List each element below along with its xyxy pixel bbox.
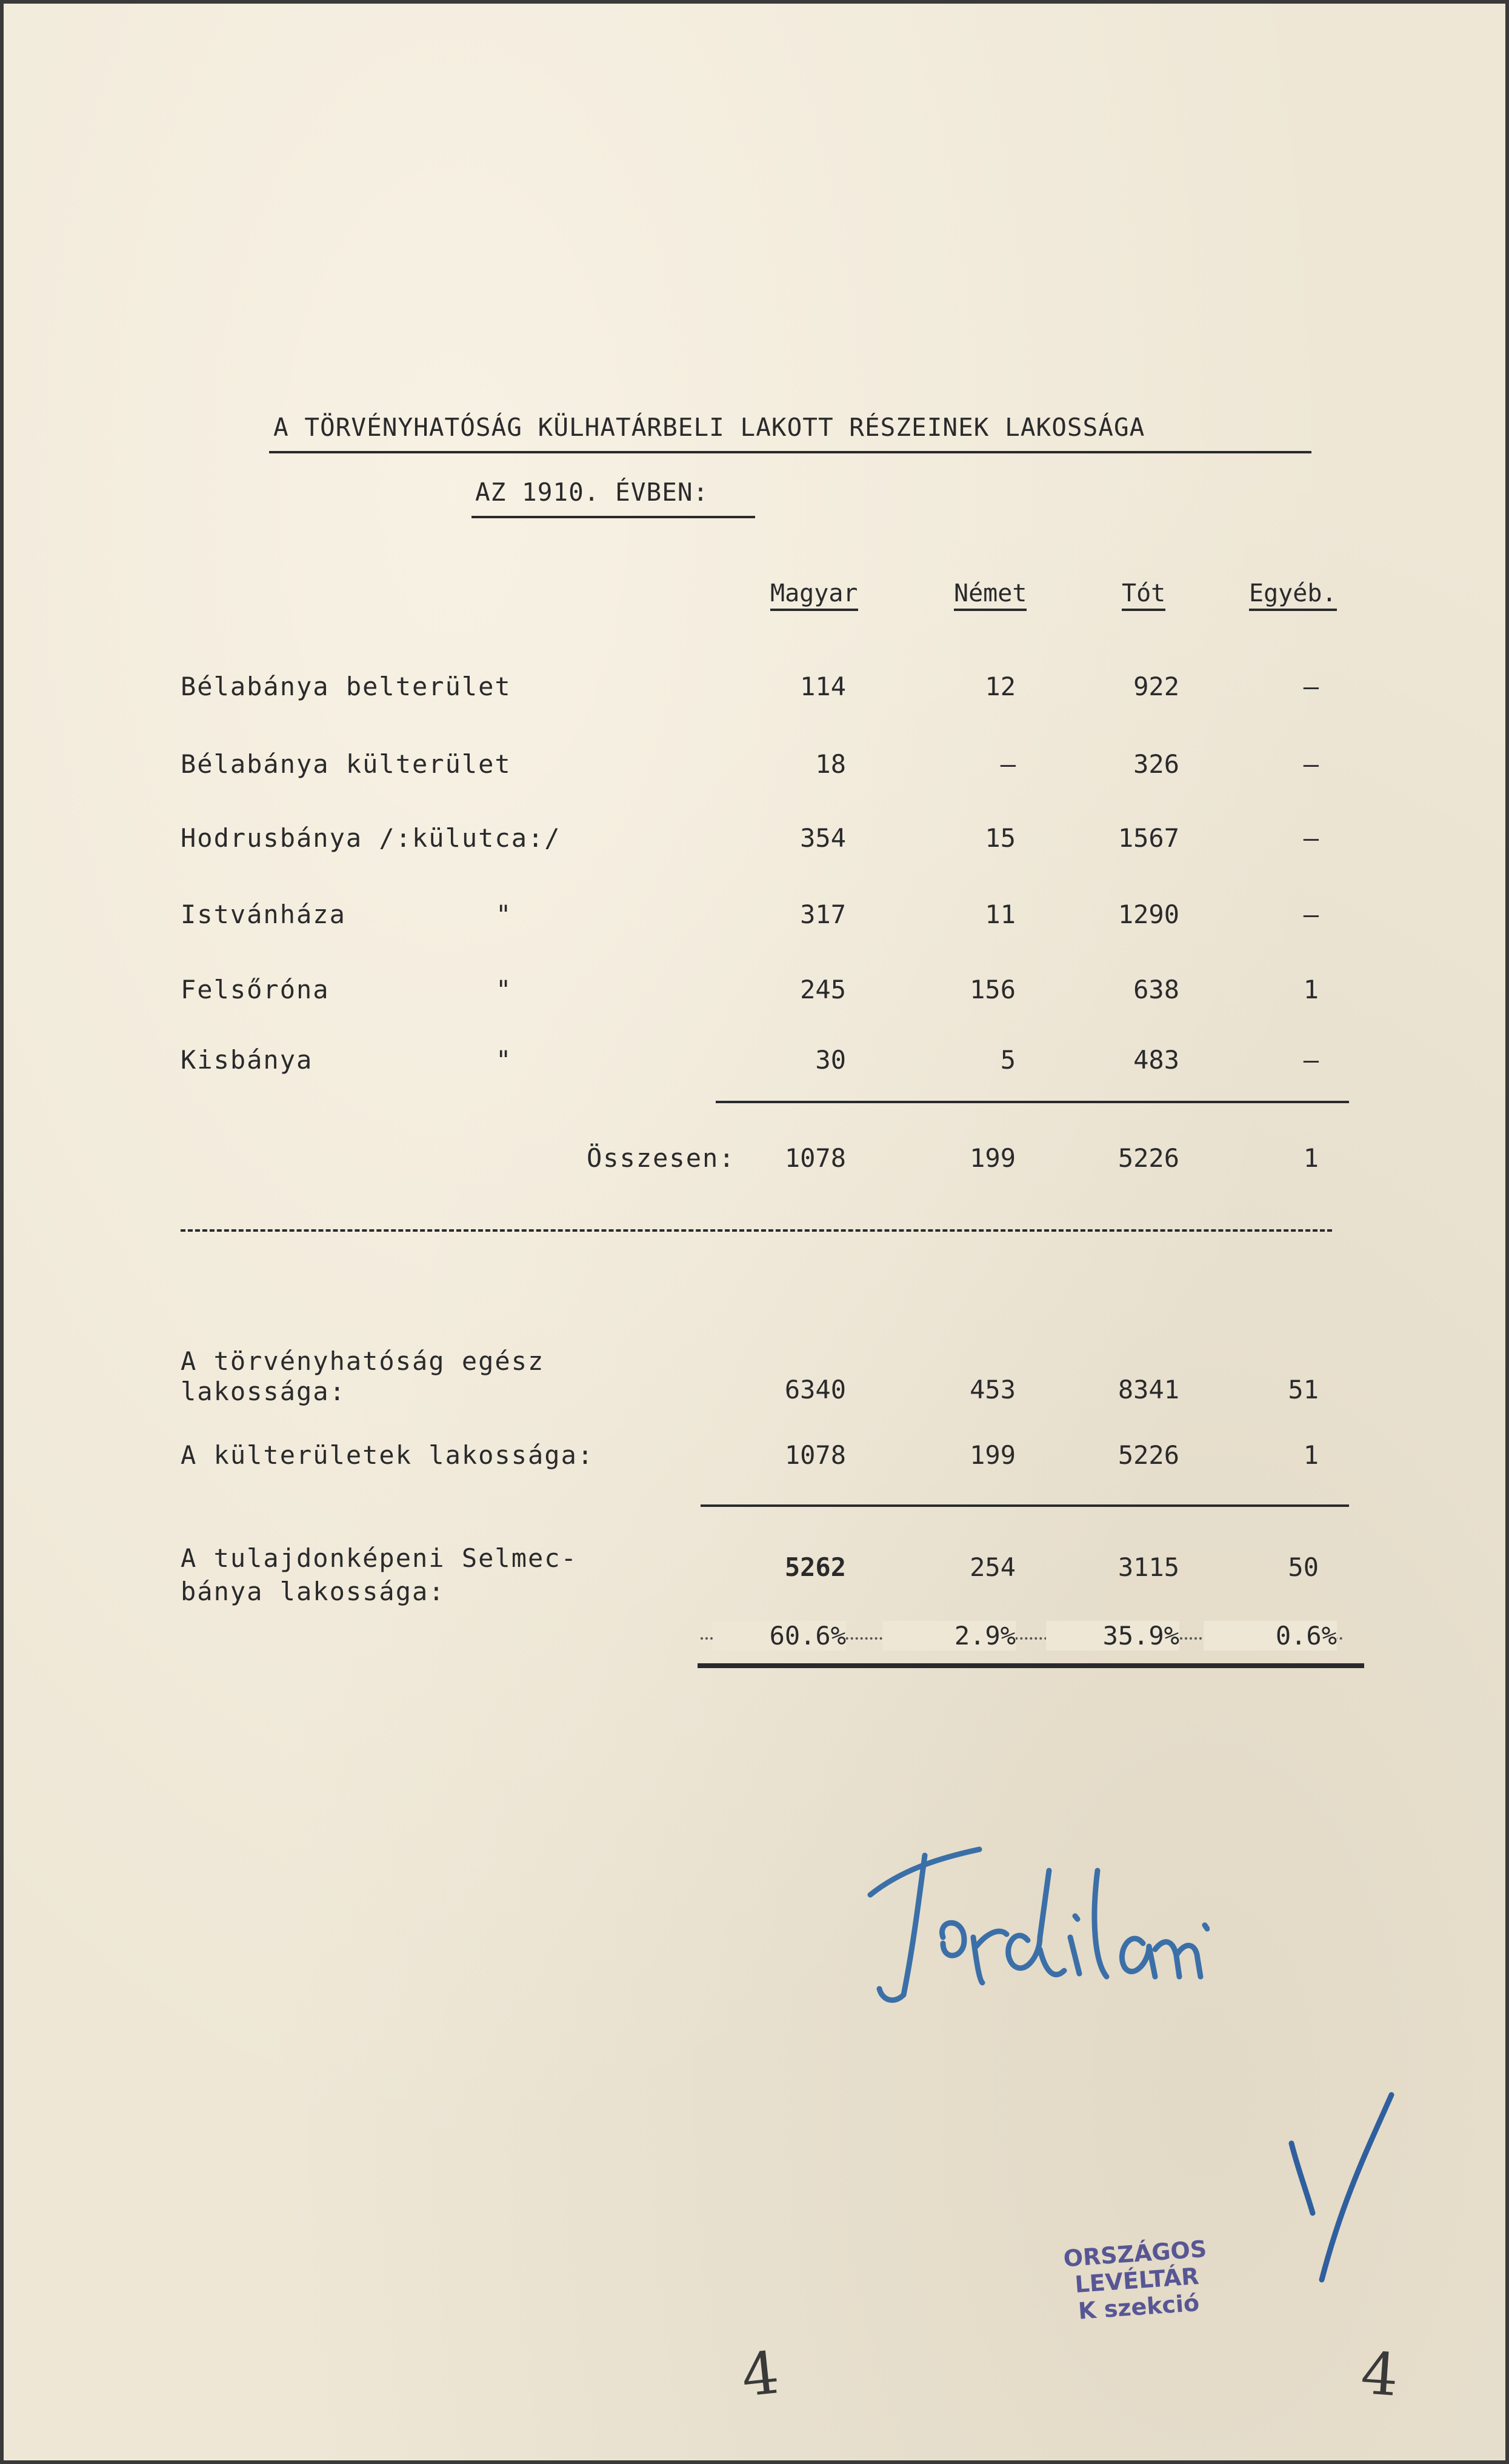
sum-rule <box>716 1101 1349 1103</box>
stamp-line-2: K szekció <box>1077 2289 1201 2325</box>
col-header-nemet: Német <box>954 579 1027 611</box>
cell-tot: 5226 <box>1118 1440 1179 1470</box>
page-mark-right: 4 <box>1359 2339 1401 2409</box>
dashed-separator <box>181 1229 1332 1232</box>
pct-egyeb: 0.6% <box>1204 1621 1337 1651</box>
total-label: Összesen: <box>587 1143 736 1173</box>
cell-egyeb: 1 <box>1303 1143 1319 1173</box>
cell-egyeb: – <box>1303 749 1319 779</box>
title-underline <box>269 451 1311 453</box>
row-label-line-2: bánya lakossága: <box>181 1577 445 1606</box>
row-label: Kisbánya <box>181 1045 313 1075</box>
double-underline <box>698 1663 1364 1668</box>
cell-tot: 5226 <box>1118 1143 1179 1173</box>
cell-nemet: 11 <box>985 900 1016 929</box>
cell-tot: 8341 <box>1118 1375 1179 1404</box>
cell-magyar: 1078 <box>784 1143 846 1173</box>
cell-tot: 638 <box>1133 975 1179 1004</box>
cell-magyar: 5262 <box>784 1552 846 1582</box>
cell-magyar: 1078 <box>784 1440 846 1470</box>
cell-magyar: 317 <box>800 900 846 929</box>
title-line-1: A TÖRVÉNYHATÓSÁG KÜLHATÁRBELI LAKOTT RÉSZEINEK LAKOSSÁGA <box>273 413 1145 442</box>
cell-tot: 326 <box>1133 749 1179 779</box>
cell-magyar: 354 <box>800 823 846 853</box>
cell-tot: 483 <box>1133 1045 1179 1075</box>
row-label: Istvánháza <box>181 900 346 929</box>
cell-tot: 922 <box>1133 672 1179 701</box>
cell-egyeb: – <box>1303 900 1319 929</box>
cell-egyeb: 51 <box>1288 1375 1319 1404</box>
cell-egyeb: 1 <box>1303 975 1319 1004</box>
cell-egyeb: – <box>1303 672 1319 701</box>
cell-egyeb: – <box>1303 1045 1319 1075</box>
stamp-line-1: ORSZÁGOS LEVÉLTÁR <box>1062 2235 1208 2299</box>
pct-magyar: 60.6% <box>713 1621 846 1651</box>
pct-tot: 35.9% <box>1046 1621 1179 1651</box>
cell-nemet: 199 <box>970 1143 1016 1173</box>
cell-nemet: 254 <box>970 1552 1016 1582</box>
pct-nemet: 2.9% <box>882 1621 1016 1651</box>
col-header-magyar: Magyar <box>770 579 858 611</box>
row-label-line-1: A tulajdonképeni Selmec- <box>181 1543 578 1573</box>
row-label: Hodrusbánya /:külutca:/ <box>181 823 561 853</box>
row-label: Bélabánya belterület <box>181 672 511 701</box>
cell-magyar: 114 <box>800 672 846 701</box>
cell-nemet: 15 <box>985 823 1016 853</box>
cell-magyar: 6340 <box>784 1375 846 1404</box>
cell-egyeb: 1 <box>1303 1440 1319 1470</box>
cell-nemet: 12 <box>985 672 1016 701</box>
col-header-egyeb: Egyéb. <box>1249 579 1337 611</box>
ditto-mark: " <box>496 1045 513 1075</box>
row-label: Bélabánya külterület <box>181 749 511 779</box>
check-mark-icon <box>1279 2089 1413 2289</box>
cell-tot: 1290 <box>1118 900 1179 929</box>
cell-nemet: 5 <box>1000 1045 1016 1075</box>
cell-egyeb: 50 <box>1288 1552 1319 1582</box>
row-label: Felsőróna <box>181 975 330 1004</box>
cell-magyar: 30 <box>815 1045 846 1075</box>
cell-tot: 1567 <box>1118 823 1179 853</box>
archive-stamp <box>1034 2234 1239 2328</box>
cell-magyar: 18 <box>815 749 846 779</box>
cell-magyar: 245 <box>800 975 846 1004</box>
ditto-mark: " <box>496 975 513 1004</box>
ditto-mark: " <box>496 900 513 929</box>
cell-nemet: – <box>1000 749 1016 779</box>
row-label: A külterületek lakossága: <box>181 1440 595 1470</box>
col-header-tot: Tót <box>1122 579 1165 611</box>
cell-tot: 3115 <box>1118 1552 1179 1582</box>
subtitle-underline <box>471 516 755 518</box>
cell-nemet: 199 <box>970 1440 1016 1470</box>
title-line-2: AZ 1910. ÉVBEN: <box>475 478 709 507</box>
page-mark-left: 4 <box>738 2339 782 2410</box>
row-label-line-2: lakossága: <box>181 1377 346 1406</box>
cell-nemet: 156 <box>970 975 1016 1004</box>
row-label-line-1: A törvényhatóság egész <box>181 1346 545 1376</box>
difference-rule <box>701 1504 1349 1507</box>
cell-nemet: 453 <box>970 1375 1016 1404</box>
signature-icon <box>846 1828 1210 2022</box>
cell-egyeb: – <box>1303 823 1319 853</box>
